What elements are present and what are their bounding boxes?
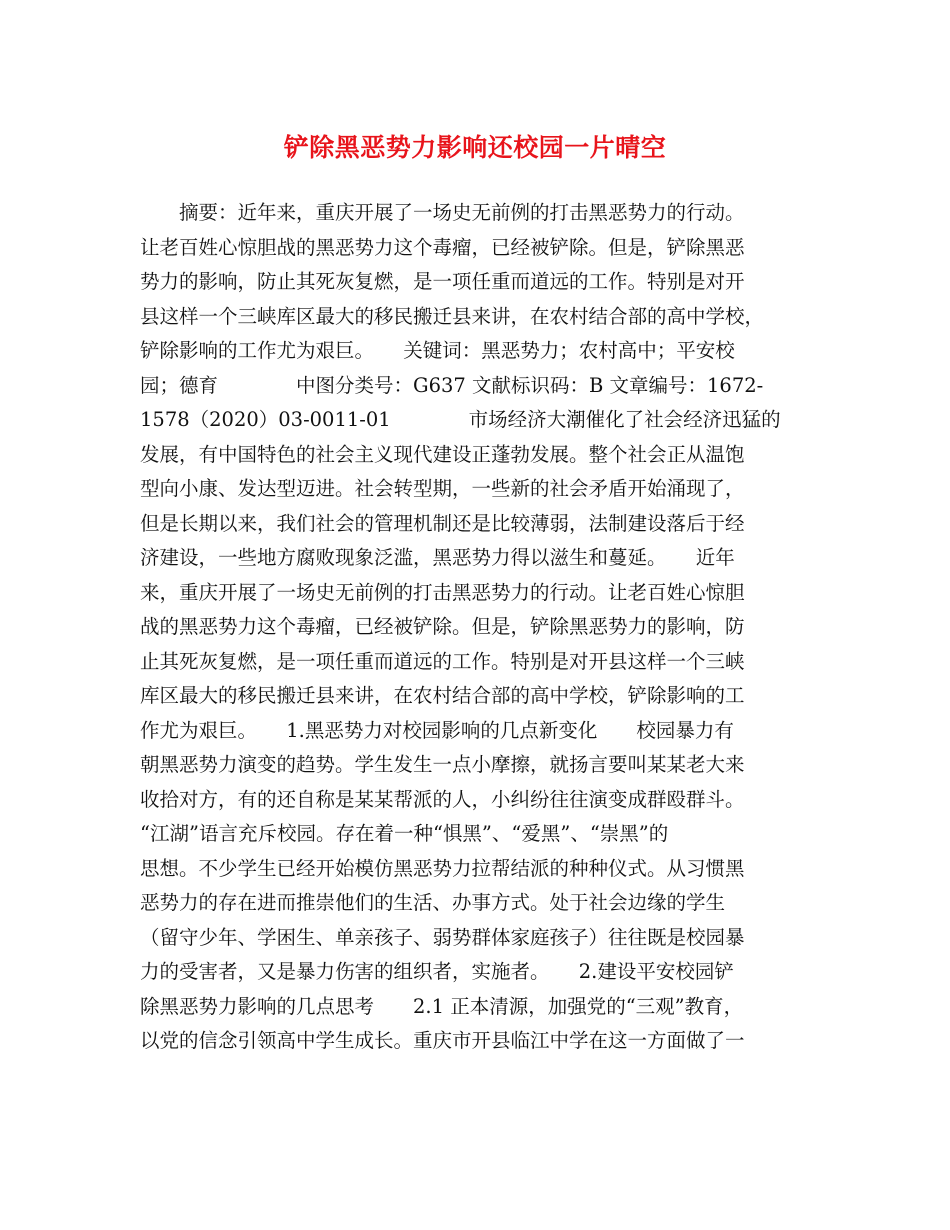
body-line: 作尤为艰巨。 1.黑恶势力对校园影响的几点新变化 校园暴力有 [140, 718, 734, 742]
body-line: 朝黑恶势力演变的趋势。学生发生一点小摩擦，就扬言要叫某某老大来 [140, 753, 745, 776]
body-line: 来，重庆开展了一场史无前例的打击黑恶势力的行动。让老百姓心惊胆 [140, 580, 745, 604]
body-line: 1578（2020）03-0011-01 市场经济大潮催化了社会经济迅猛的 [140, 408, 781, 431]
document-body [140, 196, 820, 1059]
body-line: 止其死灰复燃，是一项任重而道远的工作。特别是对开县这样一个三峡 [140, 649, 745, 673]
body-line: 县这样一个三峡库区最大的移民搬迁县来讲，在农村结合部的高中学校， [140, 304, 765, 328]
body-line: 战的黑恶势力这个毒瘤，已经被铲除。但是，铲除黑恶势力的影响，防 [140, 615, 745, 638]
body-line: 但是长期以来，我们社会的管理机制还是比较薄弱，法制建设落后于经 [140, 511, 745, 535]
body-line: 力的受害者，又是暴力伤害的组织者，实施者。 2.建设平安校园铲 [140, 960, 734, 983]
body-line: 铲除影响的工作尤为艰巨。 关键词：黑恶势力；农村高中；平安校 [140, 339, 735, 362]
body-line: 发展，有中国特色的社会主义现代建设正蓬勃发展。整个社会正从温饱 [140, 442, 745, 466]
body-line: 型向小康、发达型迈进。社会转型期，一些新的社会矛盾开始涌现了， [140, 477, 745, 500]
body-line: 势力的影响，防止其死灰复燃，是一项任重而道远的工作。特别是对开 [140, 270, 745, 293]
body-line: 收拾对方，有的还自称是某某帮派的人，小纠纷往往演变成群殴群斗。 [140, 787, 745, 811]
body-line: 让老百姓心惊胆战的黑恶势力这个毒瘤，已经被铲除。但是，铲除黑恶 [140, 235, 745, 259]
body-line: （留守少年、学困生、单亲孩子、弱势群体家庭孩子）往往既是校园暴 [140, 925, 745, 949]
body-line: 除黑恶势力影响的几点思考 2.1 正本清源，加强党的“三观”教育， [140, 994, 744, 1018]
body-line: 以党的信念引领高中学生成长。重庆市开县临江中学在这一方面做了一 [140, 1029, 745, 1052]
body-line: 库区最大的移民搬迁县来讲，在农村结合部的高中学校，铲除影响的工 [140, 684, 745, 707]
body-line: 济建设，一些地方腐败现象泛滥，黑恶势力得以滋生和蔓延。 近年 [140, 546, 735, 569]
document-title: 铲除黑恶势力影响还校园一片晴空 [283, 133, 667, 162]
body-line: 恶势力的存在进而推崇他们的生活、办事方式。处于社会边缘的学生 [140, 891, 726, 914]
body-line: 园；德育 中图分类号：G637 文献标识码：B 文章编号：1672- [140, 373, 764, 397]
body-line: 思想。不少学生已经开始模仿黑恶势力拉帮结派的种种仪式。从习惯黑 [140, 856, 745, 880]
body-line: “江湖”语言充斥校园。存在着一种“惧黑”、“爱黑”、“崇黑”的 [140, 822, 669, 845]
body-line: 摘要：近年来，重庆开展了一场史无前例的打击黑恶势力的行动。 [140, 201, 745, 224]
